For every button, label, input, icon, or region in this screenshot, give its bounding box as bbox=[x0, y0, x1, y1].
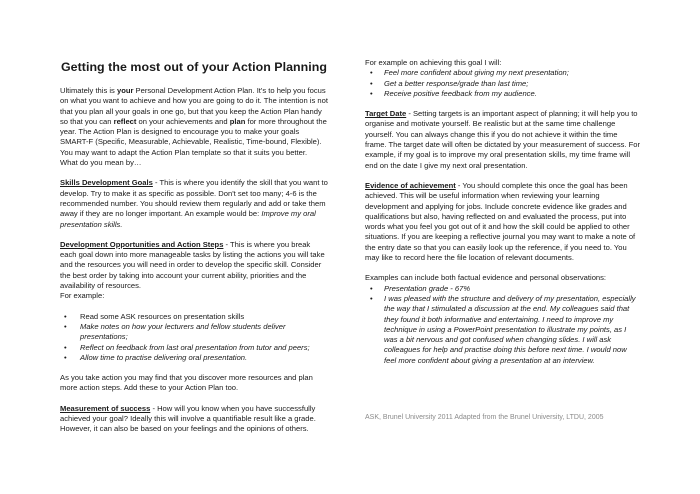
right-column bbox=[365, 58, 641, 423]
intro-reflect: reflect bbox=[113, 116, 137, 126]
measurement-heading: Measurement of success bbox=[60, 403, 151, 413]
goal-examples-list bbox=[365, 68, 641, 99]
action-steps-list bbox=[60, 312, 328, 363]
bullet-icon: • bbox=[64, 321, 67, 331]
opportunities-heading: Development Opportunities and Action Steps bbox=[60, 239, 224, 249]
intro-text-1: Ultimately this is bbox=[60, 86, 117, 95]
intro-text-2: Personal Development Action Plan. It's to help you focus on what you want to achieve and how you are going to do it. The intention is not that you plan all your goals in one go, but that you keep the Action Plan handy so that you can bbox=[60, 86, 328, 126]
list-item-text: Allow time to practise delivering oral presentation. bbox=[80, 352, 248, 362]
left-column bbox=[60, 60, 328, 435]
bullet-icon: • bbox=[64, 342, 67, 352]
page-title: Getting the most out of your Action Planning bbox=[60, 60, 328, 74]
evidence-examples-list bbox=[365, 284, 641, 366]
bullet-icon: • bbox=[370, 78, 373, 88]
list-item bbox=[60, 312, 328, 322]
intro-text-3: on your achievements and bbox=[136, 116, 230, 126]
measurement-paragraph bbox=[60, 404, 328, 435]
intro-question: What do you mean by… bbox=[60, 158, 142, 168]
measurement-text: - How will you know when you have successfully achieved your goal? Ideally this will involve a quantifiable result like a grade. However, it can also be based on your feelings and the opinions of others. bbox=[60, 403, 316, 434]
list-item bbox=[365, 294, 641, 366]
list-item bbox=[365, 68, 641, 78]
evidence-examples-intro: Examples can include both factual evidence and personal observations: bbox=[365, 273, 607, 283]
list-item bbox=[365, 79, 641, 89]
list-item bbox=[365, 284, 641, 294]
intro-your: your bbox=[116, 86, 134, 95]
skills-example: Improve my oral presentation skills. bbox=[60, 209, 316, 229]
bullet-icon: • bbox=[370, 293, 373, 303]
list-item-text: Presentation grade - 67% bbox=[384, 283, 471, 293]
skills-paragraph bbox=[60, 178, 328, 229]
bullet-icon: • bbox=[64, 311, 67, 321]
list-item-text: Feel more confident about giving my next presentation; bbox=[384, 68, 569, 78]
bullet-icon: • bbox=[370, 88, 373, 98]
list-item-text: I was pleased with the structure and delivery of my presentation, especially the way that I stimulated a discussion at the end. My colleagues said that they found it both informative and entertaining. I need to improve my technique in using a PowerPoint presentation to illustrate my points, as I was a bit nervous and got confused when changing slides. I will ask colleagues for help and practise doing this before next time. I would now feel more confident about giving a presentation at an interview. bbox=[384, 293, 636, 365]
list-item-text: Reflect on feedback from last oral presentation from tutor and peers; bbox=[80, 342, 310, 352]
list-item bbox=[60, 343, 328, 353]
intro-plan: plan bbox=[229, 116, 246, 126]
list-item bbox=[365, 89, 641, 99]
evidence-heading: Evidence of achievement bbox=[365, 180, 456, 190]
opportunities-after: As you take action you may find that you discover more resources and plan more action steps. Add these to your Action Plan too. bbox=[60, 373, 313, 393]
list-item bbox=[60, 353, 328, 363]
intro-paragraph bbox=[60, 86, 328, 158]
bullet-icon: • bbox=[64, 352, 67, 362]
target-text: - Setting targets is an important aspect of planning; it will help you to organise and motivate yourself. Be realistic but at the same time challenge yourself. You can always change this if you do not achieve it within the time frame. The target date will often be dictated by your measurement of success. For example, if my goal is to improve my oral presentation skills, my time frame will end on the date I give my next oral presentation. bbox=[365, 109, 641, 170]
opportunities-for-example: For example: bbox=[60, 291, 105, 301]
evidence-paragraph bbox=[365, 181, 641, 263]
list-item bbox=[60, 322, 328, 343]
list-item-text: Get a better response/grade than last time; bbox=[384, 78, 529, 88]
list-item-text: Make notes on how your lecturers and fellow students deliver presentations; bbox=[80, 321, 286, 342]
target-paragraph bbox=[365, 109, 641, 171]
bullet-icon: • bbox=[370, 283, 373, 293]
opportunities-text: - This is where you break each goal down into more manageable tasks by listing the actions you will take and the resources you will need in order to develop the specific skill. Consider the best order by taking into account your current ability, priorities and the availability of resources. bbox=[60, 239, 325, 291]
bullet-icon: • bbox=[370, 68, 373, 78]
goal-examples-intro: For example on achieving this goal I will: bbox=[365, 58, 502, 67]
skills-text: - This is where you identify the skill that you want to develop. Try to make it as specific as possible. Don't set too many; 4-6 is the recommended number. You should review them regularly and add or take them away if they are no longer important. An example would be: bbox=[60, 178, 328, 219]
list-item-text: Read some ASK resources on presentation skills bbox=[80, 311, 245, 321]
opportunities-paragraph bbox=[60, 240, 328, 291]
footer-credit: ASK, Brunel University 2011 Adapted from the Brunel University, LTDU, 2005 bbox=[365, 414, 604, 422]
intro-text-4: for more throughout the year. The Action Plan is designed to encourage you to make your goals SMART-F (Specific, Measurable, Achievable, Realistic, Time-bound, Flexible). You may want to adapt the Action Plan template so that it suits you better. bbox=[60, 116, 327, 157]
evidence-text: - You should complete this once the goal has been achieved. This will be useful information when reviewing your learning development and applying for jobs. Include concrete evidence like grades and qualifications but also, having reflected on and evaluated the process, put into words what you feel you got out of it and how the skill could be applied to other situations. If you are keeping a reflective journal you may want to make a note of the entry date so that you can easily look up the reference, if you need to. You may like to record here the file location of relevant documents. bbox=[365, 180, 636, 263]
target-heading: Target Date bbox=[365, 109, 407, 119]
skills-heading: Skills Development Goals bbox=[60, 178, 153, 188]
list-item-text: Receive positive feedback from my audience. bbox=[384, 88, 537, 98]
